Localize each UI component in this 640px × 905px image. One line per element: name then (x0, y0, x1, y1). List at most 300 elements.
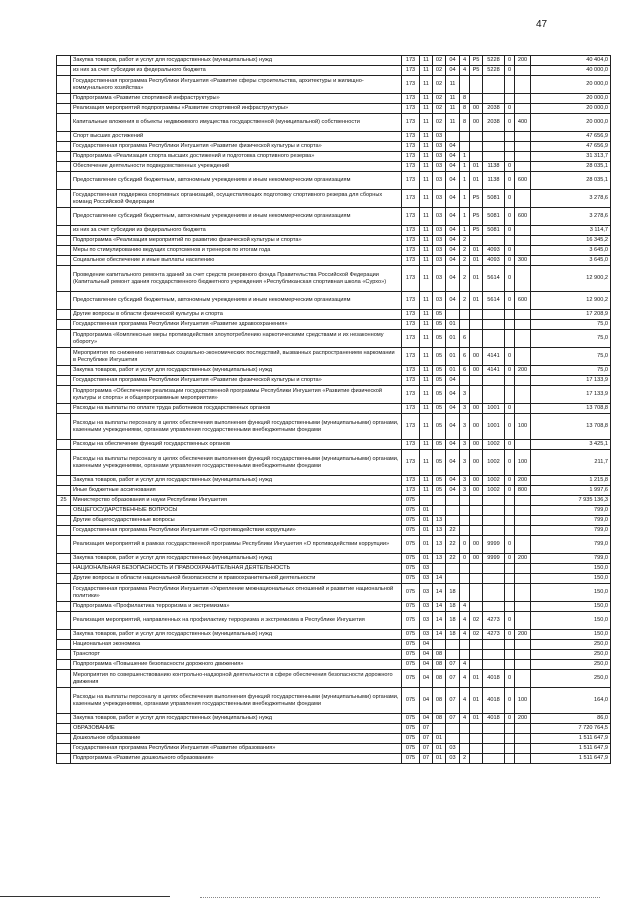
program-code-cell: 03 (446, 754, 460, 764)
item-name-cell: Расходы на выплаты персоналу в целях обеспечения выполнения функций государственными (муниципальными) органами, казенными учреждениями, органами управления государственными внебюджетными фондами (71, 450, 402, 476)
subsection-code-cell: 03 (433, 172, 446, 190)
table-row (57, 404, 611, 414)
section-code-cell: 11 (420, 348, 433, 366)
expense-suffix-code-cell: 0 (505, 714, 515, 724)
subprogram-code-cell: 4 (460, 66, 470, 76)
expense-type-code-cell (515, 132, 531, 142)
row-number-cell (57, 162, 71, 172)
item-name-cell: Подпрограмма «Развитие спортивной инфраструктуры» (71, 94, 402, 104)
expense-suffix-code-cell: 0 (505, 162, 515, 172)
direction-code-cell: 02 (470, 630, 483, 640)
section-code-cell: 04 (420, 660, 433, 670)
program-code-cell: 04 (446, 266, 460, 292)
row-number-cell (57, 132, 71, 142)
table-row (57, 496, 611, 506)
subprogram-code-cell: 2 (460, 256, 470, 266)
subsection-code-cell: 05 (433, 320, 446, 330)
amount-cell: 3 645,0 (531, 256, 611, 266)
direction-code-cell (470, 584, 483, 602)
expense-suffix-code-cell (505, 152, 515, 162)
amount-cell: 3 425,1 (531, 440, 611, 450)
section-code-cell: 03 (420, 564, 433, 574)
program-code-cell: 04 (446, 450, 460, 476)
expense-code-cell: 1001 (483, 414, 505, 440)
program-code-cell: 07 (446, 688, 460, 714)
expense-code-cell (483, 602, 505, 612)
ministry-code-cell: 173 (402, 348, 420, 366)
expense-type-code-cell (515, 66, 531, 76)
expense-type-code-cell (515, 536, 531, 554)
expense-code-cell (483, 724, 505, 734)
amount-cell: 7 720 764,5 (531, 724, 611, 734)
expense-type-code-cell (515, 76, 531, 94)
direction-code-cell: 00 (470, 104, 483, 114)
amount-cell: 150,0 (531, 630, 611, 640)
table-row (57, 236, 611, 246)
direction-code-cell (470, 506, 483, 516)
amount-cell: 1 215,8 (531, 476, 611, 486)
subsection-code-cell: 08 (433, 714, 446, 724)
expense-code-cell (483, 754, 505, 764)
expense-type-code-cell (515, 236, 531, 246)
direction-code-cell (470, 516, 483, 526)
subsection-code-cell: 03 (433, 236, 446, 246)
item-name-cell: Проведение капитального ремонта зданий за счет средств резервного фонда Правительства Российской Федерации (Капитальный ремонт здания государственного бюджетного учреждения «Республиканская спортивная школа «Сурхо») (71, 266, 402, 292)
section-code-cell: 11 (420, 386, 433, 404)
direction-code-cell: 00 (470, 404, 483, 414)
subprogram-code-cell: 4 (460, 714, 470, 724)
expense-code-cell (483, 152, 505, 162)
subsection-code-cell (433, 496, 446, 506)
subprogram-code-cell: 2 (460, 754, 470, 764)
item-name-cell: Подпрограмма «Реализация мероприятий по развитию физической культуры и спорта» (71, 236, 402, 246)
subsection-code-cell: 05 (433, 366, 446, 376)
item-name-cell: Расходы на выплаты персоналу в целях обеспечения выполнения функций государственными (муниципальными) органами, казенными учреждениями, органами управления государственными внебюджетными фондами (71, 688, 402, 714)
amount-cell: 86,0 (531, 714, 611, 724)
footer-dotted-rule (200, 897, 600, 898)
program-code-cell: 18 (446, 602, 460, 612)
section-code-cell: 11 (420, 236, 433, 246)
program-code-cell: 04 (446, 292, 460, 310)
subsection-code-cell (433, 506, 446, 516)
program-code-cell: 01 (446, 320, 460, 330)
expense-code-cell: 1001 (483, 404, 505, 414)
subprogram-code-cell (460, 310, 470, 320)
expense-type-code-cell (515, 246, 531, 256)
item-name-cell: Закупка товаров, работ и услуг для государственных (муниципальных) нужд (71, 366, 402, 376)
row-number-cell (57, 236, 71, 246)
subsection-code-cell: 03 (433, 292, 446, 310)
amount-cell: 799,0 (531, 526, 611, 536)
section-code-cell: 03 (420, 602, 433, 612)
program-code-cell: 18 (446, 584, 460, 602)
expense-code-cell: 9999 (483, 554, 505, 564)
program-code-cell: 01 (446, 366, 460, 376)
item-name-cell: Другие вопросы в области физической культуры и спорта (71, 310, 402, 320)
table-row (57, 266, 611, 292)
expense-suffix-code-cell: 0 (505, 226, 515, 236)
expense-suffix-code-cell (505, 516, 515, 526)
section-code-cell (420, 496, 433, 506)
expense-code-cell: 4273 (483, 630, 505, 640)
direction-code-cell (470, 640, 483, 650)
expense-code-cell: 4141 (483, 348, 505, 366)
subsection-code-cell (433, 564, 446, 574)
expense-type-code-cell: 800 (515, 486, 531, 496)
expense-suffix-code-cell (505, 650, 515, 660)
amount-cell: 13 708,8 (531, 414, 611, 440)
subsection-code-cell: 13 (433, 516, 446, 526)
amount-cell: 17 133,9 (531, 386, 611, 404)
expense-suffix-code-cell: 0 (505, 266, 515, 292)
amount-cell: 75,0 (531, 320, 611, 330)
amount-cell: 250,0 (531, 640, 611, 650)
expense-suffix-code-cell (505, 574, 515, 584)
program-code-cell: 04 (446, 66, 460, 76)
row-number-cell (57, 208, 71, 226)
expense-type-code-cell (515, 266, 531, 292)
subsection-code-cell: 05 (433, 310, 446, 320)
ministry-code-cell: 075 (402, 564, 420, 574)
amount-cell: 799,0 (531, 506, 611, 516)
ministry-code-cell: 173 (402, 152, 420, 162)
amount-cell: 3 278,6 (531, 208, 611, 226)
ministry-code-cell: 173 (402, 56, 420, 66)
expense-suffix-code-cell (505, 376, 515, 386)
ministry-code-cell: 075 (402, 554, 420, 564)
table-row (57, 450, 611, 476)
subprogram-code-cell (460, 376, 470, 386)
expense-suffix-code-cell: 0 (505, 554, 515, 564)
program-code-cell: 11 (446, 104, 460, 114)
expense-suffix-code-cell: 0 (505, 414, 515, 440)
expense-code-cell: 4093 (483, 246, 505, 256)
program-code-cell: 07 (446, 670, 460, 688)
subprogram-code-cell: 6 (460, 330, 470, 348)
expense-suffix-code-cell (505, 640, 515, 650)
expense-type-code-cell: 300 (515, 256, 531, 266)
expense-suffix-code-cell: 0 (505, 536, 515, 554)
table-row (57, 670, 611, 688)
expense-type-code-cell (515, 754, 531, 764)
ministry-code-cell: 173 (402, 190, 420, 208)
expense-type-code-cell: 200 (515, 714, 531, 724)
row-number-cell (57, 114, 71, 132)
subprogram-code-cell: 4 (460, 612, 470, 630)
direction-code-cell (470, 310, 483, 320)
subprogram-code-cell: 1 (460, 226, 470, 236)
section-code-cell: 07 (420, 744, 433, 754)
expense-code-cell (483, 640, 505, 650)
expense-suffix-code-cell: 0 (505, 208, 515, 226)
program-code-cell: 18 (446, 630, 460, 640)
ministry-code-cell: 173 (402, 246, 420, 256)
expense-suffix-code-cell: 0 (505, 56, 515, 66)
program-code-cell: 04 (446, 376, 460, 386)
subprogram-code-cell: 2 (460, 236, 470, 246)
amount-cell: 799,0 (531, 516, 611, 526)
expense-type-code-cell (515, 660, 531, 670)
table-row (57, 554, 611, 564)
subsection-code-cell: 05 (433, 376, 446, 386)
direction-code-cell (470, 574, 483, 584)
subprogram-code-cell: 1 (460, 152, 470, 162)
expense-code-cell (483, 310, 505, 320)
row-number-cell (57, 414, 71, 440)
ministry-code-cell: 173 (402, 208, 420, 226)
expense-type-code-cell: 200 (515, 630, 531, 640)
expense-type-code-cell (515, 330, 531, 348)
page-number: 47 (536, 19, 548, 30)
item-name-cell: из них за счет субсидии из федерального бюджета (71, 66, 402, 76)
expense-type-code-cell (515, 190, 531, 208)
ministry-code-cell: 075 (402, 714, 420, 724)
expense-type-code-cell (515, 142, 531, 152)
program-code-cell: 01 (446, 348, 460, 366)
ministry-code-cell: 075 (402, 612, 420, 630)
amount-cell: 3 114,7 (531, 226, 611, 236)
row-number-cell (57, 724, 71, 734)
expense-suffix-code-cell (505, 142, 515, 152)
row-number-cell (57, 754, 71, 764)
ministry-code-cell: 173 (402, 162, 420, 172)
section-code-cell: 11 (420, 162, 433, 172)
row-number-cell (57, 602, 71, 612)
row-number-cell (57, 292, 71, 310)
subsection-code-cell: 01 (433, 744, 446, 754)
program-code-cell: 04 (446, 414, 460, 440)
row-number-cell (57, 486, 71, 496)
item-name-cell: Государственная программа Республики Ингушетия «О противодействии коррупции» (71, 526, 402, 536)
row-number-cell (57, 310, 71, 320)
expense-code-cell: 1138 (483, 172, 505, 190)
table-row (57, 56, 611, 66)
expense-type-code-cell (515, 564, 531, 574)
expense-code-cell (483, 574, 505, 584)
direction-code-cell (470, 734, 483, 744)
section-code-cell: 01 (420, 506, 433, 516)
subsection-code-cell: 03 (433, 246, 446, 256)
table-row (57, 152, 611, 162)
subprogram-code-cell (460, 574, 470, 584)
subprogram-code-cell: 4 (460, 602, 470, 612)
amount-cell: 250,0 (531, 670, 611, 688)
expense-code-cell (483, 376, 505, 386)
table-row (57, 132, 611, 142)
item-name-cell: Реализация мероприятий в рамках государственной программы Республики Ингушетия «О противодействии коррупции» (71, 536, 402, 554)
subsection-code-cell: 02 (433, 94, 446, 104)
table-row (57, 536, 611, 554)
expense-code-cell: 2038 (483, 104, 505, 114)
amount-cell: 28 035,1 (531, 162, 611, 172)
direction-code-cell: 01 (470, 172, 483, 190)
expense-code-cell (483, 236, 505, 246)
direction-code-cell (470, 496, 483, 506)
item-name-cell: Капитальные вложения в объекты недвижимого имущества государственной (муниципальной) собственности (71, 114, 402, 132)
direction-code-cell: 01 (470, 670, 483, 688)
ministry-code-cell: 075 (402, 734, 420, 744)
subsection-code-cell: 14 (433, 630, 446, 640)
subprogram-code-cell: 4 (460, 630, 470, 640)
table-row (57, 414, 611, 440)
expense-suffix-code-cell: 0 (505, 66, 515, 76)
section-code-cell: 04 (420, 714, 433, 724)
section-code-cell: 11 (420, 152, 433, 162)
row-number-cell (57, 56, 71, 66)
row-number-cell (57, 386, 71, 404)
expense-suffix-code-cell: 0 (505, 476, 515, 486)
expense-suffix-code-cell (505, 236, 515, 246)
table-row (57, 584, 611, 602)
direction-code-cell: 00 (470, 476, 483, 486)
row-number-cell (57, 476, 71, 486)
program-code-cell: 07 (446, 714, 460, 724)
subprogram-code-cell: 4 (460, 688, 470, 714)
program-code-cell (446, 640, 460, 650)
item-name-cell: Подпрограмма «Профилактика терроризма и экстремизма» (71, 602, 402, 612)
expense-type-code-cell (515, 404, 531, 414)
section-code-cell: 11 (420, 114, 433, 132)
subsection-code-cell: 14 (433, 584, 446, 602)
expense-suffix-code-cell (505, 660, 515, 670)
expense-type-code-cell (515, 104, 531, 114)
expense-code-cell: 5081 (483, 208, 505, 226)
section-code-cell: 01 (420, 536, 433, 554)
expense-code-cell: 4141 (483, 366, 505, 376)
item-name-cell: Реализация мероприятий подпрограммы «Развитие спортивной инфраструктуры» (71, 104, 402, 114)
item-name-cell: Подпрограмма «Развитие дошкольного образования» (71, 754, 402, 764)
table-row (57, 66, 611, 76)
direction-code-cell (470, 744, 483, 754)
subprogram-code-cell: 0 (460, 536, 470, 554)
program-code-cell (446, 132, 460, 142)
subprogram-code-cell: 1 (460, 162, 470, 172)
subprogram-code-cell: 4 (460, 56, 470, 66)
ministry-code-cell: 075 (402, 670, 420, 688)
expense-type-code-cell: 600 (515, 208, 531, 226)
subsection-code-cell: 13 (433, 554, 446, 564)
expense-suffix-code-cell: 0 (505, 486, 515, 496)
expense-suffix-code-cell (505, 320, 515, 330)
section-code-cell: 11 (420, 414, 433, 440)
subprogram-code-cell (460, 142, 470, 152)
row-number-cell (57, 256, 71, 266)
subprogram-code-cell: 3 (460, 414, 470, 440)
amount-cell: 40 404,0 (531, 56, 611, 66)
section-code-cell: 11 (420, 376, 433, 386)
section-code-cell: 04 (420, 650, 433, 660)
table-row (57, 650, 611, 660)
row-number-cell (57, 660, 71, 670)
ministry-code-cell: 173 (402, 226, 420, 236)
table-row (57, 602, 611, 612)
row-number-cell (57, 630, 71, 640)
amount-cell: 12 900,2 (531, 266, 611, 292)
table-row (57, 94, 611, 104)
direction-code-cell (470, 376, 483, 386)
program-code-cell (446, 516, 460, 526)
program-code-cell: 04 (446, 404, 460, 414)
item-name-cell: Мероприятия по совершенствованию контрольно-надзорной деятельности в сфере обеспечения безопасности дорожного движения (71, 670, 402, 688)
subsection-code-cell: 01 (433, 754, 446, 764)
amount-cell: 31 313,7 (531, 152, 611, 162)
program-code-cell (446, 506, 460, 516)
expense-type-code-cell (515, 310, 531, 320)
section-code-cell: 04 (420, 670, 433, 688)
subprogram-code-cell: 8 (460, 94, 470, 104)
subsection-code-cell: 08 (433, 660, 446, 670)
subsection-code-cell: 02 (433, 104, 446, 114)
subprogram-code-cell (460, 320, 470, 330)
program-code-cell: 04 (446, 142, 460, 152)
table-row (57, 754, 611, 764)
ministry-code-cell: 075 (402, 516, 420, 526)
program-code-cell: 22 (446, 554, 460, 564)
ministry-code-cell: 173 (402, 404, 420, 414)
table-row (57, 310, 611, 320)
direction-code-cell (470, 650, 483, 660)
direction-code-cell: 01 (470, 266, 483, 292)
table-row (57, 320, 611, 330)
section-code-cell: 01 (420, 516, 433, 526)
subsection-code-cell: 05 (433, 486, 446, 496)
ministry-code-cell: 173 (402, 386, 420, 404)
ministry-code-cell: 173 (402, 114, 420, 132)
ministry-code-cell: 075 (402, 688, 420, 714)
item-name-cell: Другие общегосударственные вопросы (71, 516, 402, 526)
expense-type-code-cell: 200 (515, 56, 531, 66)
row-number-cell (57, 142, 71, 152)
ministry-code-cell: 173 (402, 450, 420, 476)
subprogram-code-cell: 2 (460, 246, 470, 256)
subprogram-code-cell (460, 734, 470, 744)
direction-code-cell (470, 330, 483, 348)
item-name-cell: Подпрограмма «Комплексные меры противодействия злоупотреблению наркотическими средствами и их незаконному обороту» (71, 330, 402, 348)
direction-code-cell (470, 152, 483, 162)
section-code-cell: 01 (420, 554, 433, 564)
expense-code-cell: 5081 (483, 226, 505, 236)
ministry-code-cell: 173 (402, 440, 420, 450)
table-row (57, 256, 611, 266)
expense-code-cell: 1002 (483, 476, 505, 486)
ministry-code-cell: 075 (402, 602, 420, 612)
table-row (57, 330, 611, 348)
table-row (57, 440, 611, 450)
direction-code-cell: 02 (470, 612, 483, 630)
expense-suffix-code-cell: 0 (505, 630, 515, 640)
amount-cell: 1 997,6 (531, 486, 611, 496)
subsection-code-cell (433, 640, 446, 650)
amount-cell: 20 000,0 (531, 76, 611, 94)
expense-code-cell: 9999 (483, 536, 505, 554)
section-code-cell: 03 (420, 584, 433, 602)
program-code-cell: 11 (446, 114, 460, 132)
table-row (57, 734, 611, 744)
table-row (57, 348, 611, 366)
item-name-cell: Обеспечение деятельности подведомственных учреждений (71, 162, 402, 172)
direction-code-cell: 01 (470, 256, 483, 266)
amount-cell: 20 000,0 (531, 94, 611, 104)
table-row (57, 640, 611, 650)
direction-code-cell (470, 236, 483, 246)
direction-code-cell: 00 (470, 414, 483, 440)
direction-code-cell: 00 (470, 366, 483, 376)
item-name-cell: Подпрограмма «Обеспечение реализации государственной программы Республики Ингушетия «Развитие физической культуры и спорта» и общепрограммные мероприятия» (71, 386, 402, 404)
expense-code-cell: 4018 (483, 714, 505, 724)
amount-cell: 17 208,9 (531, 310, 611, 320)
expense-code-cell: 4273 (483, 612, 505, 630)
row-number-cell (57, 366, 71, 376)
